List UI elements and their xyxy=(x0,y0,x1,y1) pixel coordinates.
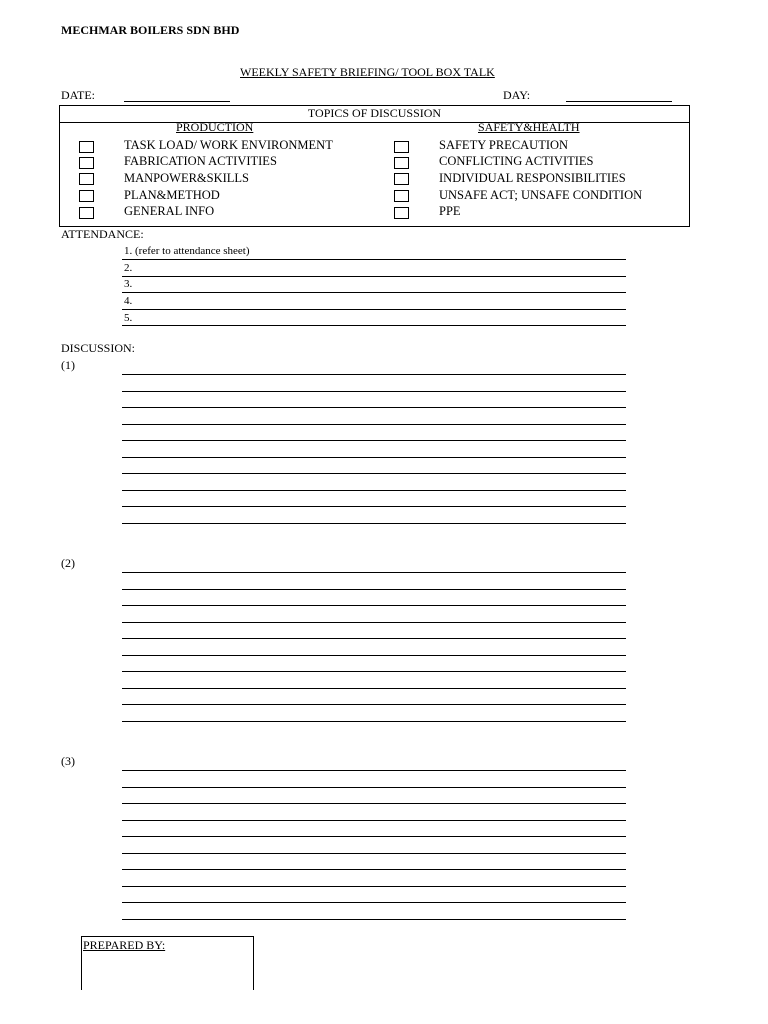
production-item-plan-method: PLAN&METHOD xyxy=(124,188,220,202)
attendance-line-1: 1. (refer to attendance sheet) xyxy=(124,245,250,257)
discussion-rule[interactable] xyxy=(122,374,626,375)
day-label: DAY: xyxy=(503,88,531,102)
discussion-rule[interactable] xyxy=(122,919,626,920)
safety-health-heading: SAFETY&HEALTH xyxy=(478,120,580,134)
discussion-rule[interactable] xyxy=(122,391,626,392)
safety-item-ppe: PPE xyxy=(439,204,461,218)
discussion-rule[interactable] xyxy=(122,440,626,441)
checkbox-plan-method[interactable] xyxy=(79,190,94,202)
production-item-task-load: TASK LOAD/ WORK ENVIRONMENT xyxy=(124,138,333,152)
checkbox-responsibilities[interactable] xyxy=(394,173,409,185)
attendance-rule[interactable] xyxy=(122,325,626,326)
discussion-rule[interactable] xyxy=(122,589,626,590)
discussion-section-2-label: (2) xyxy=(61,556,75,570)
production-item-general-info: GENERAL INFO xyxy=(124,204,215,218)
discussion-rule[interactable] xyxy=(122,869,626,870)
attendance-rule[interactable] xyxy=(122,292,626,293)
discussion-rule[interactable] xyxy=(122,787,626,788)
prepared-by-label: PREPARED BY: xyxy=(83,938,166,952)
form-title: WEEKLY SAFETY BRIEFING/ TOOL BOX TALK xyxy=(240,65,495,79)
discussion-section-3-label: (3) xyxy=(61,754,75,768)
discussion-rule[interactable] xyxy=(122,457,626,458)
safety-item-precaution: SAFETY PRECAUTION xyxy=(439,138,569,152)
production-item-fabrication: FABRICATION ACTIVITIES xyxy=(124,154,277,168)
date-label: DATE: xyxy=(61,88,95,102)
attendance-rule[interactable] xyxy=(122,276,626,277)
safety-item-responsibilities: INDIVIDUAL RESPONSIBILITIES xyxy=(439,171,626,185)
checkbox-general-info[interactable] xyxy=(79,207,94,219)
checkbox-fabrication[interactable] xyxy=(79,157,94,169)
discussion-rule[interactable] xyxy=(122,605,626,606)
discussion-section-1-label: (1) xyxy=(61,358,75,372)
day-field[interactable] xyxy=(566,101,672,102)
discussion-rule[interactable] xyxy=(122,902,626,903)
discussion-rule[interactable] xyxy=(122,770,626,771)
attendance-rule[interactable] xyxy=(122,309,626,310)
discussion-rule[interactable] xyxy=(122,506,626,507)
checkbox-manpower[interactable] xyxy=(79,173,94,185)
discussion-rule[interactable] xyxy=(122,803,626,804)
attendance-line-2: 2. xyxy=(124,262,133,274)
production-item-manpower: MANPOWER&SKILLS xyxy=(124,171,250,185)
discussion-rule[interactable] xyxy=(122,853,626,854)
production-heading: PRODUCTION xyxy=(176,120,254,134)
discussion-rule[interactable] xyxy=(122,490,626,491)
discussion-label: DISCUSSION: xyxy=(61,341,136,355)
attendance-label: ATTENDANCE: xyxy=(61,227,144,241)
discussion-rule[interactable] xyxy=(122,836,626,837)
checkbox-safety-precaution[interactable] xyxy=(394,141,409,153)
checkbox-ppe[interactable] xyxy=(394,207,409,219)
discussion-rule[interactable] xyxy=(122,688,626,689)
discussion-rule[interactable] xyxy=(122,820,626,821)
discussion-rule[interactable] xyxy=(122,638,626,639)
discussion-rule[interactable] xyxy=(122,572,626,573)
attendance-rule[interactable] xyxy=(122,259,626,260)
safety-item-unsafe-act: UNSAFE ACT; UNSAFE CONDITION xyxy=(439,188,643,202)
discussion-rule[interactable] xyxy=(122,622,626,623)
checkbox-task-load[interactable] xyxy=(79,141,94,153)
discussion-rule[interactable] xyxy=(122,671,626,672)
safety-item-conflicting: CONFLICTING ACTIVITIES xyxy=(439,154,594,168)
discussion-rule[interactable] xyxy=(122,407,626,408)
date-field[interactable] xyxy=(124,101,230,102)
attendance-line-3: 3. xyxy=(124,278,133,290)
discussion-rule[interactable] xyxy=(122,424,626,425)
discussion-rule[interactable] xyxy=(122,523,626,524)
company-name: MECHMAR BOILERS SDN BHD xyxy=(61,23,240,37)
discussion-rule[interactable] xyxy=(122,655,626,656)
discussion-rule[interactable] xyxy=(122,473,626,474)
discussion-rule[interactable] xyxy=(122,704,626,705)
topics-header: TOPICS OF DISCUSSION xyxy=(60,106,689,123)
attendance-line-4: 4. xyxy=(124,295,133,307)
attendance-line-5: 5. xyxy=(124,312,133,324)
checkbox-conflicting[interactable] xyxy=(394,157,409,169)
discussion-rule[interactable] xyxy=(122,721,626,722)
checkbox-unsafe-act[interactable] xyxy=(394,190,409,202)
discussion-rule[interactable] xyxy=(122,886,626,887)
